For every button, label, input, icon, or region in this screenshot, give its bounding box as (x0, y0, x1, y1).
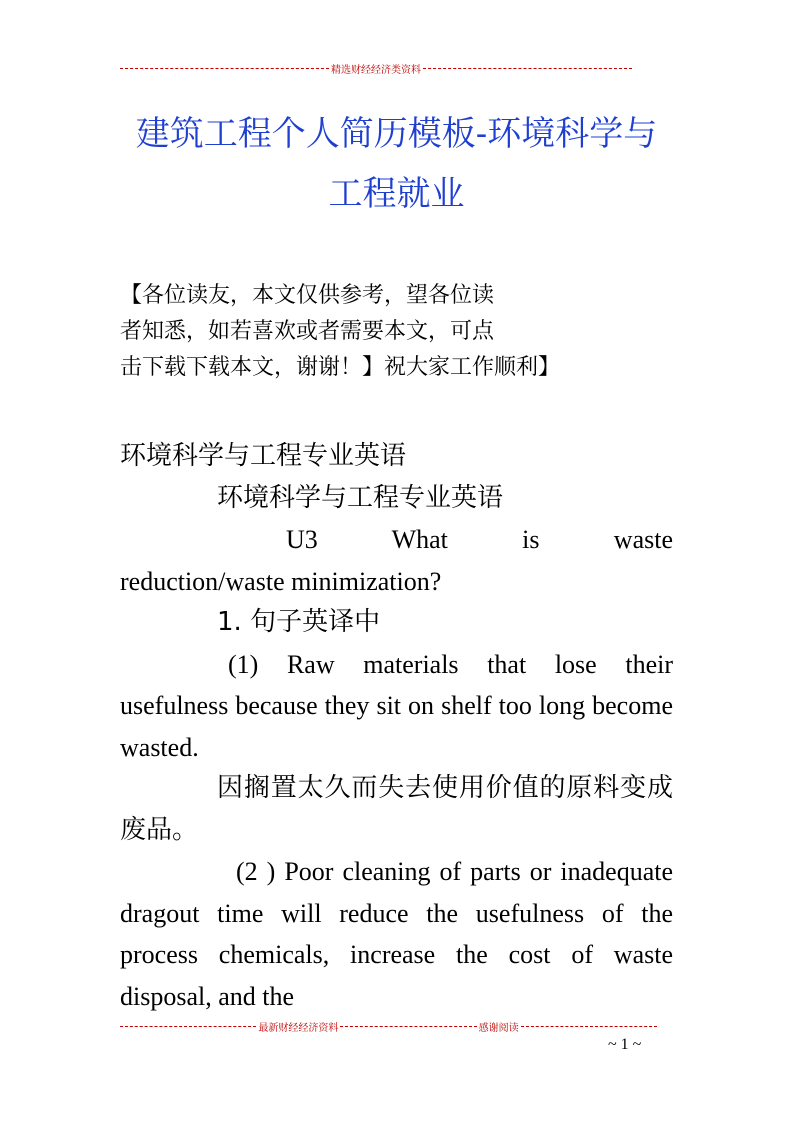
item-1-english: (1) Raw materials that lose their usefulness because they sit on shelf too long become wasted. (120, 649, 673, 762)
title-line-1: 建筑工程个人简历模板-环境科学与 (135, 114, 658, 154)
notice-line-2: 者知悉，如若喜欢或者需要本文，可点 (120, 319, 495, 344)
heading-1: 环境科学与工程专业英语 (120, 441, 407, 471)
document-title (120, 104, 673, 224)
item-2-english: (2 ) Poor cleaning of parts or inadequate dragout time will reduce the usefulness of the process chemicals, increase the cost of waste disposal, and the (120, 857, 673, 1011)
page-number: ~ 1 ~ (608, 1036, 642, 1053)
unit-title-line-1: U3 What is waste (286, 525, 673, 554)
header-rule (120, 60, 632, 76)
footer-dash-middle (340, 1026, 476, 1027)
header-dash-left (120, 68, 329, 69)
footer-dash-left (120, 1026, 256, 1027)
heading-2: 环境科学与工程专业英语 (217, 482, 504, 513)
document-body (120, 436, 673, 1017)
footer-dash-right (521, 1026, 657, 1027)
title-line-2: 工程就业 (328, 174, 465, 214)
section-heading: 1. 句子英译中 (217, 607, 381, 637)
footer-text-right: 感谢阅读 (478, 1022, 519, 1034)
unit-title-line-2: reduction/waste minimization? (120, 566, 442, 596)
item-1-chinese: 因搁置太久而失去使用价值的原料变成废品。 (120, 773, 673, 845)
footer-text-left: 最新财经经济资料 (258, 1022, 339, 1034)
notice-line-1: 【各位读友，本文仅供参考，望各位读 (120, 283, 495, 308)
header-text: 精选财经经济类资料 (331, 64, 421, 76)
reader-notice (120, 278, 590, 386)
header-dash-right (423, 68, 632, 69)
notice-line-3: 击下载下载本文，谢谢！】祝大家工作顺利】 (120, 355, 561, 380)
footer-rule (120, 1018, 657, 1034)
